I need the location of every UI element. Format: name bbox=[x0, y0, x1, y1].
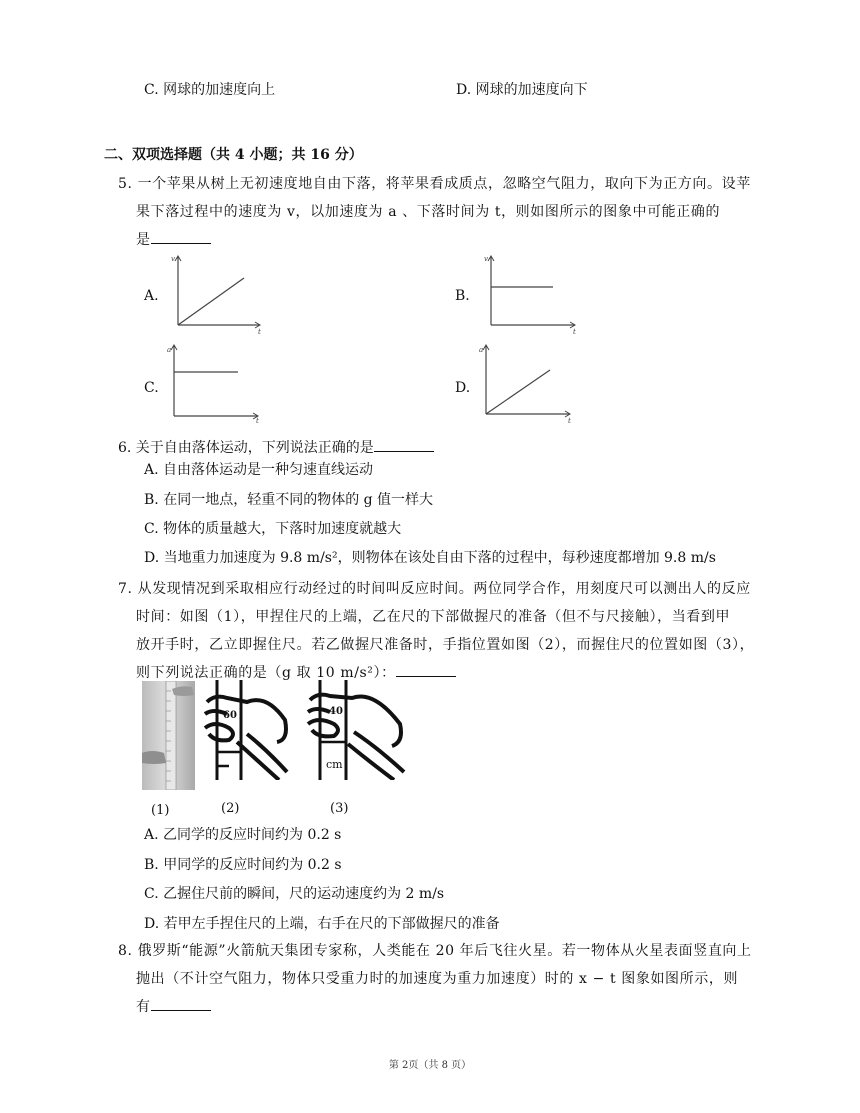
q7-stem bbox=[118, 575, 768, 687]
graph-c-label: C. bbox=[144, 380, 159, 396]
graph-a-x-label: t bbox=[258, 328, 261, 336]
q5-line3-wrap bbox=[118, 226, 758, 254]
caption-2: (2) bbox=[221, 801, 240, 816]
q6-stem-wrap bbox=[118, 437, 434, 458]
q8-line3: 有 bbox=[136, 999, 151, 1015]
q6-option-d: D. 当地重力加速度为 9.8 m/s²，则物体在该处自由下落的过程中，每秒速度都增加 9.8 m/s bbox=[144, 550, 716, 566]
graph-a-y-label: v bbox=[171, 255, 175, 263]
graph-a-label: A. bbox=[144, 288, 159, 304]
caption-3: (3) bbox=[330, 801, 349, 816]
q7-line2: 时间：如图（1），甲捏住尺的上端，乙在尺的下部做握尺的准备（但不与尺接触），当看到甲 bbox=[136, 609, 731, 625]
q6-option-b: B. 在同一地点，轻重不同的物体的 g 值一样大 bbox=[144, 492, 434, 508]
q5-line2: 果下落过程中的速度为 v，以加速度为 a 、下落时间为 t，则如图所示的图象中可能正确的 bbox=[136, 204, 721, 220]
q4-option-d: D. 网球的加速度向下 bbox=[456, 82, 588, 98]
q8-stem bbox=[118, 937, 768, 1021]
graph-c-y-label: a bbox=[167, 346, 172, 354]
answer-blank bbox=[151, 996, 211, 1011]
answer-blank bbox=[374, 437, 434, 452]
q4-option-c: C. 网球的加速度向上 bbox=[144, 82, 276, 98]
q7-line3: 放开手时，乙立即握住尺。若乙做握尺准备时，手指位置如图（2），而握住尺的位置如图（3）， bbox=[136, 637, 755, 653]
hand-figure-2 bbox=[197, 680, 292, 784]
ruler-mark-40: 40 bbox=[329, 706, 343, 717]
q8-line1: 8. 俄罗斯“能源”火箭航天集团专家称，人类能在 20 年后飞往火星。若一物体从火星表面竖直向上 bbox=[118, 943, 752, 959]
graph-c-x-label: t bbox=[256, 417, 259, 425]
graph-b-x-label: t bbox=[573, 328, 576, 336]
q7-line1: 7. 从发现情况到采取相应行动经过的时间叫反应时间。两位同学合作，用刻度尺可以测出人的反应 bbox=[118, 581, 751, 597]
graph-b-y-label: v bbox=[484, 255, 488, 263]
graph-b-label: B. bbox=[455, 288, 470, 304]
section-title: 二、双项选择题（共 4 小题；共 16 分） bbox=[104, 147, 363, 163]
graph-c bbox=[166, 344, 266, 428]
hand-figure-3 bbox=[300, 680, 410, 784]
ruler-unit: cm bbox=[326, 758, 343, 771]
graph-b bbox=[483, 255, 583, 339]
q7-option-b: B. 甲同学的反应时间约为 0.2 s bbox=[144, 857, 342, 873]
ruler-photo bbox=[142, 681, 195, 790]
q7-option-c: C. 乙握住尺前的瞬间，尺的运动速度约为 2 m/s bbox=[144, 886, 445, 902]
caption-1: (1) bbox=[151, 803, 170, 818]
q8-line2: 抛出（不计空气阻力，物体只受重力时的加速度为重力加速度）时的 x − t 图象如图所示，则 bbox=[136, 971, 739, 987]
q5-stem bbox=[118, 170, 758, 254]
q8-line3-wrap bbox=[118, 993, 768, 1021]
answer-blank bbox=[396, 662, 456, 677]
q7-option-d: D. 若甲左手捏住尺的上端，右手在尺的下部做握尺的准备 bbox=[144, 916, 500, 932]
graph-d-label: D. bbox=[455, 380, 471, 396]
q6-stem: 6. 关于自由落体运动，下列说法正确的是 bbox=[118, 440, 374, 456]
q7-option-a: A. 乙同学的反应时间约为 0.2 s bbox=[144, 827, 342, 843]
graph-d-x-label: t bbox=[568, 417, 571, 425]
graph-d-y-label: a bbox=[479, 346, 484, 354]
page-footer: 第 2页（共 8 页） bbox=[388, 1060, 472, 1071]
answer-blank bbox=[151, 229, 211, 244]
graph-a bbox=[170, 255, 270, 339]
q5-line3: 是 bbox=[136, 232, 151, 248]
q6-option-a: A. 自由落体运动是一种匀速直线运动 bbox=[144, 462, 374, 478]
graph-d bbox=[478, 344, 578, 428]
q7-line4: 则下列说法正确的是（g 取 10 m/s²）： bbox=[136, 665, 396, 681]
ruler-mark-60: 60 bbox=[223, 710, 237, 721]
q5-line1: 5. 一个苹果从树上无初速度地自由下落，将苹果看成质点，忽略空气阻力，取向下为正方向。设苹 bbox=[118, 176, 751, 192]
q6-option-c: C. 物体的质量越大，下落时加速度就越大 bbox=[144, 521, 402, 537]
